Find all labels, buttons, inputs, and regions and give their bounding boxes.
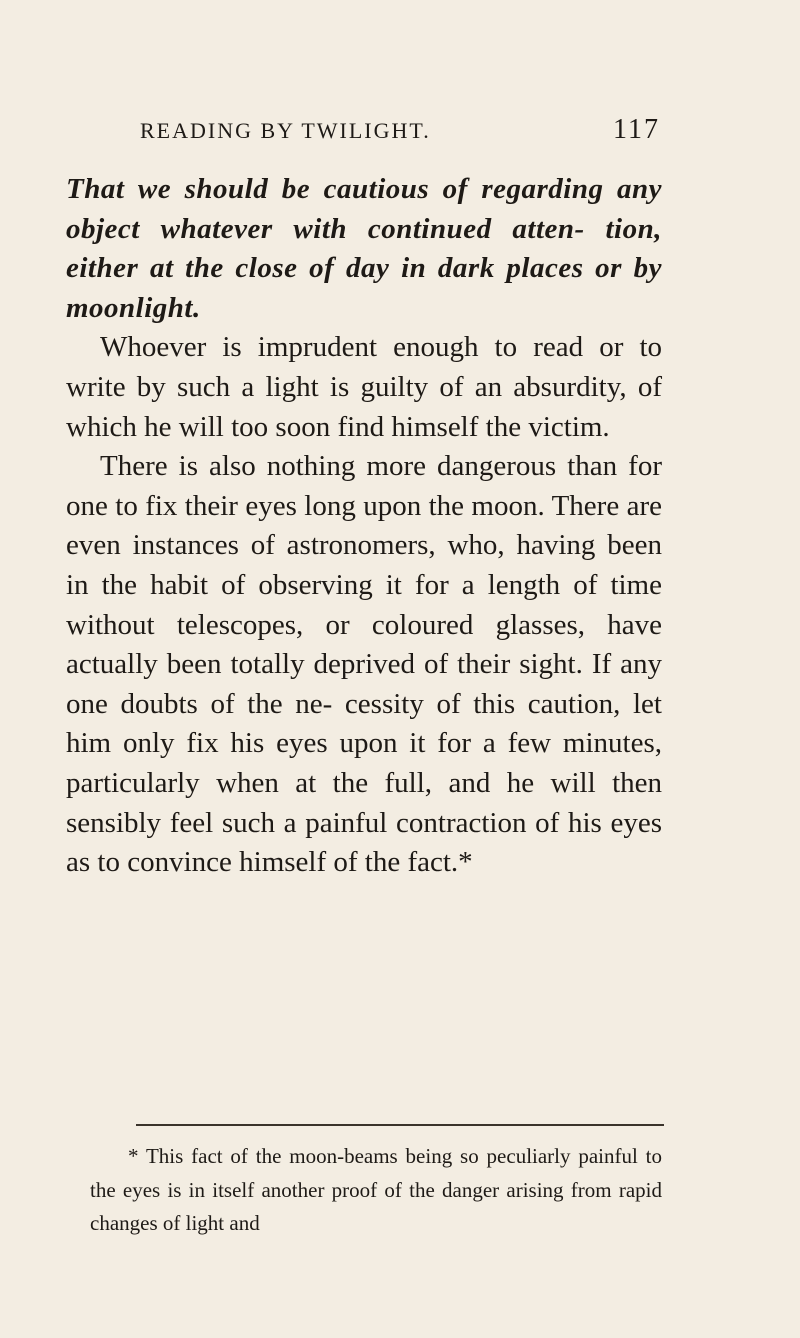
page-number: 117 (613, 114, 660, 145)
body-text (66, 170, 662, 883)
running-title: READING BY TWILIGHT. (140, 118, 431, 143)
paragraph-imprudent-reading: Whoever is imprudent enough to read or to write by such a light is guilty of an absurdity, of which he will too soon find himself the victim. (66, 331, 662, 443)
italic-lead-paragraph: That we should be cautious of regarding any object whatever with continued atten- tion, either at the close of day in dark places or by moonlight. (66, 173, 662, 324)
footnote-text: * This fact of the moon-beams being so peculiarly painful to the eyes is in itself another proof of the danger arising from rapid changes of light and (90, 1144, 662, 1235)
paragraph-moon-danger: There is also nothing more dangerous than for one to fix their eyes long upon the moon. There are even instances of astronomers, who, having been in the habit of observing it for a length of time without telescopes, or coloured glasses, have actually been totally deprived of their sight. If any one doubts of the ne- cessity of this caution, let him only fix his eyes upon it for a few minutes, particularly when at the full, and he will then sensibly feel such a painful contraction of his eyes as to convince himself of the fact.* (66, 450, 662, 879)
footnote (90, 1140, 662, 1241)
footnote-rule (136, 1124, 664, 1126)
running-head (140, 114, 660, 148)
